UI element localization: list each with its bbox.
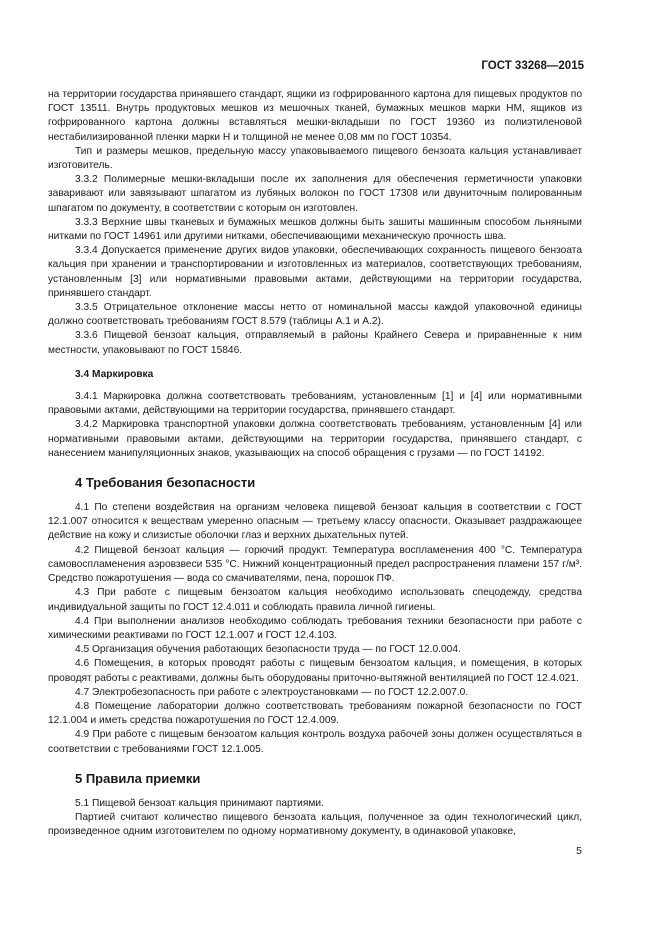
paragraph: 3.3.4 Допускается применение других видов упаковки, обеспечивающих сохранность пищевого бензоата кальция при хранении и транспортировании и изготовленных из материалов, соответствующих требованиям, установленным [3] или нормативными правовыми актами, действующими на территории государства, принявшего стандарт. — [48, 245, 582, 299]
paragraph: Партией считают количество пищевого бензоата кальция, полученное за один технологический цикл, произведенное одним изготовителем по одному нормативному документу, в одинаковой упаковке, — [48, 811, 582, 838]
paragraph: 4.1 По степени воздействия на организм человека пищевой бензоат кальция в соответствии с ГОСТ 12.1.007 относится к веществам умеренно опасным — третьему классу опасности. Оказывает раздражающее действие на кожу и слизистые оболочки глаз и верхних дыхательных путей. — [48, 502, 582, 542]
paragraph: 5.1 Пищевой бензоат кальция принимают партиями. — [75, 797, 324, 809]
paragraph: 4.3 При работе с пищевым бензоатом кальция необходимо использовать спецодежду, средства индивидуальной защиты по ГОСТ 12.4.011 и соблюдать правила личной гигиены. — [48, 587, 582, 613]
paragraph: 4.8 Помещение лаборатории должно соответствовать требованиям пожарной безопасности по ГОСТ 12.1.004 и иметь средства пожаротушения по ГОСТ 12.4.009. — [48, 700, 582, 727]
paragraph: 3.3.6 Пищевой бензоат кальция, отправляемый в районы Крайнего Севера и приравненные к ним местности, упаковывают по ГОСТ 15846. — [48, 330, 582, 356]
paragraph: 3.3.5 Отрицательное отклонение массы нетто от номинальной массы каждой упаковочной единицы должно соответствовать требованиям ГОСТ 8.579 (таблицы А.1 и А.2). — [48, 302, 582, 328]
paragraph: 4.2 Пищевой бензоат кальция — горючий продукт. Температура воспламенения 400 °С. Температура самовоспламенения аэровзвеси 535 °С. Нижний концентрационный предел распространения пламени 157 г/м³. Средство пожаротушения — вода со смачивателями, пена, порошок ПФ. — [48, 544, 582, 585]
document-code-header: ГОСТ 33268—2015 — [481, 60, 584, 72]
paragraph: 3.3.2 Полимерные мешки-вкладыши после их заполнения для обеспечения герметичности упаковки заваривают или завязывают шпагатом из лубяных волокон по ГОСТ 17308 или двуниточным полированным шпагатом по документу, в соответствии с которым он изготовлен. — [48, 174, 582, 214]
paragraph: 4.4 При выполнении анализов необходимо соблюдать требования техники безопасности при работе с химическими реактивами по ГОСТ 12.1.007 и ГОСТ 12.4.103. — [48, 615, 582, 641]
page-number: 5 — [576, 845, 582, 857]
paragraph: 4.6 Помещения, в которых проводят работы с пищевым бензоатом кальция, и помещения, в которых проводят работы с реактивами, должны быть оборудованы приточно-вытяжной вентиляцией по ГОСТ 12.4.021. — [48, 658, 582, 684]
paragraph: 4.9 При работе с пищевым бензоатом кальция контроль воздуха рабочей зоны должен осуществляться в соответствии с требованиями ГОСТ 12.1.005. — [48, 729, 582, 755]
document-body — [48, 88, 582, 839]
paragraph: Тип и размеры мешков, предельную массу упаковываемого пищевого бензоата кальция устанавливает изготовитель. — [48, 145, 582, 172]
paragraph: 3.4.2 Маркировка транспортной упаковки должна соответствовать требованиям, установленным [4] или нормативными правовыми актами, действующими на территории государства, принявшего стандарт, с нанесением манипуляционных знаков, указывающих на способ обращения с грузами — по ГОСТ 14192. — [48, 419, 582, 459]
section-heading: 4 Требования безопасности — [75, 475, 256, 491]
subsection-heading: 3.4 Маркировка — [75, 368, 154, 380]
paragraph: на территории государства принявшего стандарт, ящики из гофрированного картона для пищевых продуктов по ГОСТ 13511. Внутрь продуктовых мешков из мешочных тканей, бумажных мешков марки НМ, ящиков из гофрированного картона должны вставляться мешки-вкладыши по ГОСТ 19360 из полиэтиленовой нестабилизированной пленки марки Н и толщиной не менее 0,08 мм по ГОСТ 10354. — [48, 89, 582, 143]
section-heading: 5 Правила приемки — [75, 770, 201, 786]
paragraph: 4.5 Организация обучения работающих безопасности труда — по ГОСТ 12.0.004. — [75, 644, 461, 656]
paragraph: 4.7 Электробезопасность при работе с электроустановками — по ГОСТ 12.2.007.0. — [75, 686, 469, 698]
paragraph: 3.4.1 Маркировка должна соответствовать требованиям, установленным [1] и [4] или нормативными правовыми актами, действующими на территории государства, принявшего стандарт. — [48, 391, 582, 417]
paragraph: 3.3.3 Верхние швы тканевых и бумажных мешков должны быть зашиты машинным способом льняными нитками по ГОСТ 14961 или другими нитками, обеспечивающими механическую прочность шва. — [48, 216, 582, 243]
